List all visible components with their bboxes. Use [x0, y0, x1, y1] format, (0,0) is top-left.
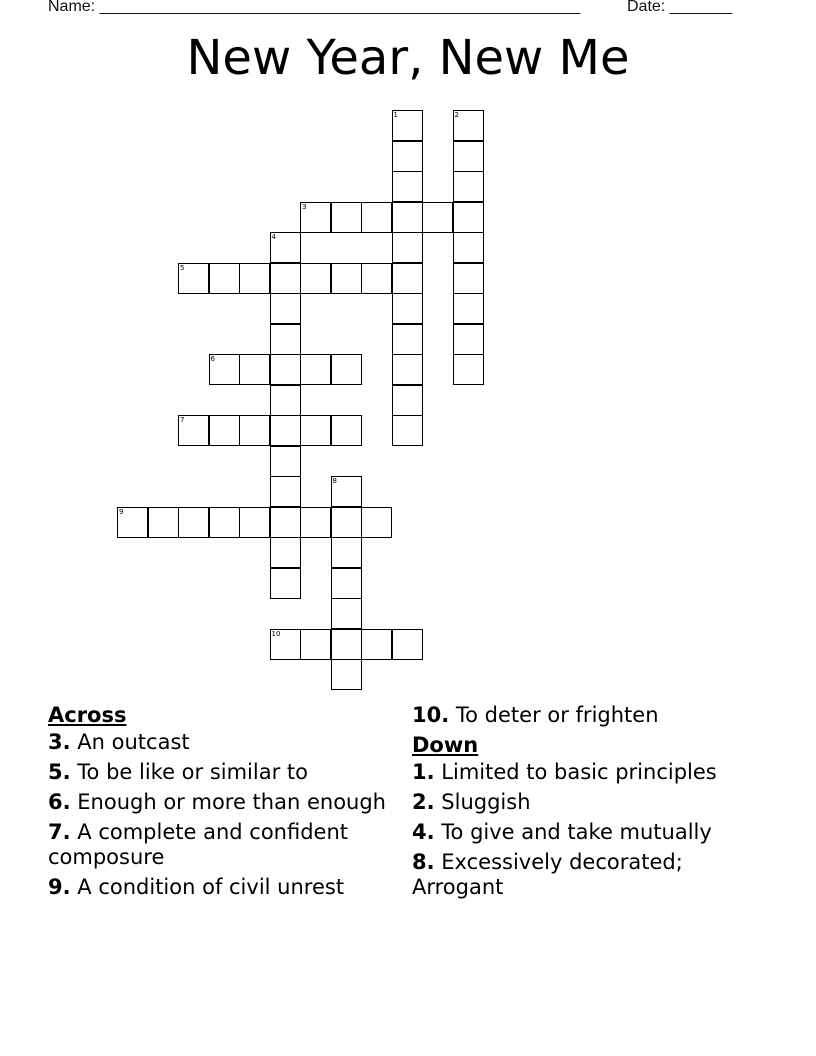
- clue-across-10: 10. To deter or frighten: [412, 703, 659, 727]
- clue-across-7: 7. A complete and confident composure: [48, 820, 348, 869]
- grid-cell[interactable]: [331, 507, 362, 538]
- clue-number: 1: [393, 111, 398, 119]
- grid-cell[interactable]: [392, 385, 423, 416]
- grid-cell[interactable]: [361, 202, 392, 233]
- grid-cell[interactable]: [270, 385, 301, 416]
- grid-cell[interactable]: [300, 202, 331, 233]
- clue-across-3: 3. An outcast: [48, 730, 190, 754]
- grid-cell[interactable]: [422, 202, 453, 233]
- page-title: New Year, New Me: [186, 30, 630, 86]
- grid-cell[interactable]: [270, 263, 301, 294]
- grid-cell[interactable]: [300, 415, 331, 446]
- grid-cell[interactable]: [453, 141, 484, 172]
- grid-cell[interactable]: [209, 415, 240, 446]
- grid-cell[interactable]: [270, 537, 301, 568]
- grid-cell[interactable]: [392, 354, 423, 385]
- grid-cell[interactable]: [331, 263, 362, 294]
- grid-cell[interactable]: [209, 354, 240, 385]
- clue-number: 7: [180, 416, 185, 424]
- grid-cell[interactable]: [392, 629, 423, 660]
- clue-number: 8: [332, 477, 337, 485]
- clue-number: 2: [454, 111, 459, 119]
- grid-cell[interactable]: [209, 507, 240, 538]
- grid-cell[interactable]: [270, 568, 301, 599]
- grid-cell[interactable]: [331, 354, 362, 385]
- grid-cell[interactable]: [178, 507, 209, 538]
- grid-cell[interactable]: [331, 629, 362, 660]
- grid-cell[interactable]: [361, 507, 392, 538]
- clue-number: 9: [119, 507, 124, 516]
- across-clues: [48, 700, 388, 905]
- grid-cell[interactable]: [361, 263, 392, 294]
- grid-cell[interactable]: [361, 629, 392, 660]
- grid-cell[interactable]: [453, 354, 484, 385]
- grid-cell[interactable]: [270, 324, 301, 355]
- grid-cell[interactable]: [331, 598, 362, 629]
- grid-cell[interactable]: [239, 354, 270, 385]
- grid-cell[interactable]: [270, 629, 301, 660]
- down-heading: Down: [412, 733, 479, 757]
- clue-across-9: 9. A condition of civil unrest: [48, 875, 345, 899]
- clue-number: 5: [180, 263, 185, 272]
- grid-cell[interactable]: [331, 476, 362, 507]
- grid-cell[interactable]: [300, 354, 331, 385]
- grid-cell[interactable]: [392, 415, 423, 446]
- grid-cell[interactable]: [178, 263, 209, 294]
- grid-cell[interactable]: [331, 568, 362, 599]
- clue-across-6: 6. Enough or more than enough: [48, 790, 386, 814]
- grid-cell[interactable]: [453, 324, 484, 355]
- grid-cell[interactable]: [148, 507, 179, 538]
- grid-cell[interactable]: [270, 476, 301, 507]
- clue-number: 3: [302, 202, 307, 211]
- grid-cell[interactable]: [453, 110, 484, 141]
- grid-cell[interactable]: [300, 263, 331, 294]
- grid-cell[interactable]: [392, 110, 423, 141]
- grid-cell[interactable]: [178, 415, 209, 446]
- grid-cell[interactable]: [331, 415, 362, 446]
- grid-cell[interactable]: [392, 293, 423, 324]
- grid-cell[interactable]: [453, 171, 484, 202]
- grid-cell[interactable]: [270, 354, 301, 385]
- grid-cell[interactable]: [239, 507, 270, 538]
- grid-cell[interactable]: [270, 446, 301, 477]
- grid-cell[interactable]: [270, 507, 301, 538]
- clue-down-4: 4. To give and take mutually: [412, 820, 712, 844]
- grid-cell[interactable]: [392, 171, 423, 202]
- grid-cell[interactable]: [239, 415, 270, 446]
- clue-across-5: 5. To be like or similar to: [48, 760, 308, 784]
- grid-cell[interactable]: [453, 202, 484, 233]
- clue-down-8: 8. Excessively decorated; Arrogant: [412, 850, 683, 899]
- grid-cell[interactable]: [392, 141, 423, 172]
- grid-cell[interactable]: [331, 537, 362, 568]
- clue-down-1: 1. Limited to basic principles: [412, 760, 717, 784]
- clue-number: 10: [271, 629, 281, 638]
- name-line[interactable]: Name: ______________________________________________________: [48, 0, 581, 15]
- grid-cell[interactable]: [392, 263, 423, 294]
- grid-cell[interactable]: [270, 293, 301, 324]
- grid-cell[interactable]: [209, 263, 240, 294]
- grid-cell[interactable]: [270, 232, 301, 263]
- grid-cell[interactable]: [117, 507, 148, 538]
- grid-cell[interactable]: [392, 324, 423, 355]
- grid-cell[interactable]: [453, 263, 484, 294]
- grid-cell[interactable]: [331, 659, 362, 690]
- grid-cell[interactable]: [300, 629, 331, 660]
- grid-cell[interactable]: [453, 293, 484, 324]
- date-line[interactable]: Date: _______: [627, 0, 732, 15]
- grid-cell[interactable]: [331, 202, 362, 233]
- grid-cell[interactable]: [300, 507, 331, 538]
- grid-cell[interactable]: [392, 232, 423, 263]
- grid-cell[interactable]: [270, 415, 301, 446]
- across-heading: Across: [48, 703, 127, 727]
- down-clues: [412, 700, 772, 905]
- grid-cell[interactable]: [239, 263, 270, 294]
- clue-down-2: 2. Sluggish: [412, 790, 531, 814]
- clue-number: 6: [210, 355, 215, 363]
- grid-cell[interactable]: [453, 232, 484, 263]
- clue-number: 4: [271, 233, 276, 241]
- grid-cell[interactable]: [392, 202, 423, 233]
